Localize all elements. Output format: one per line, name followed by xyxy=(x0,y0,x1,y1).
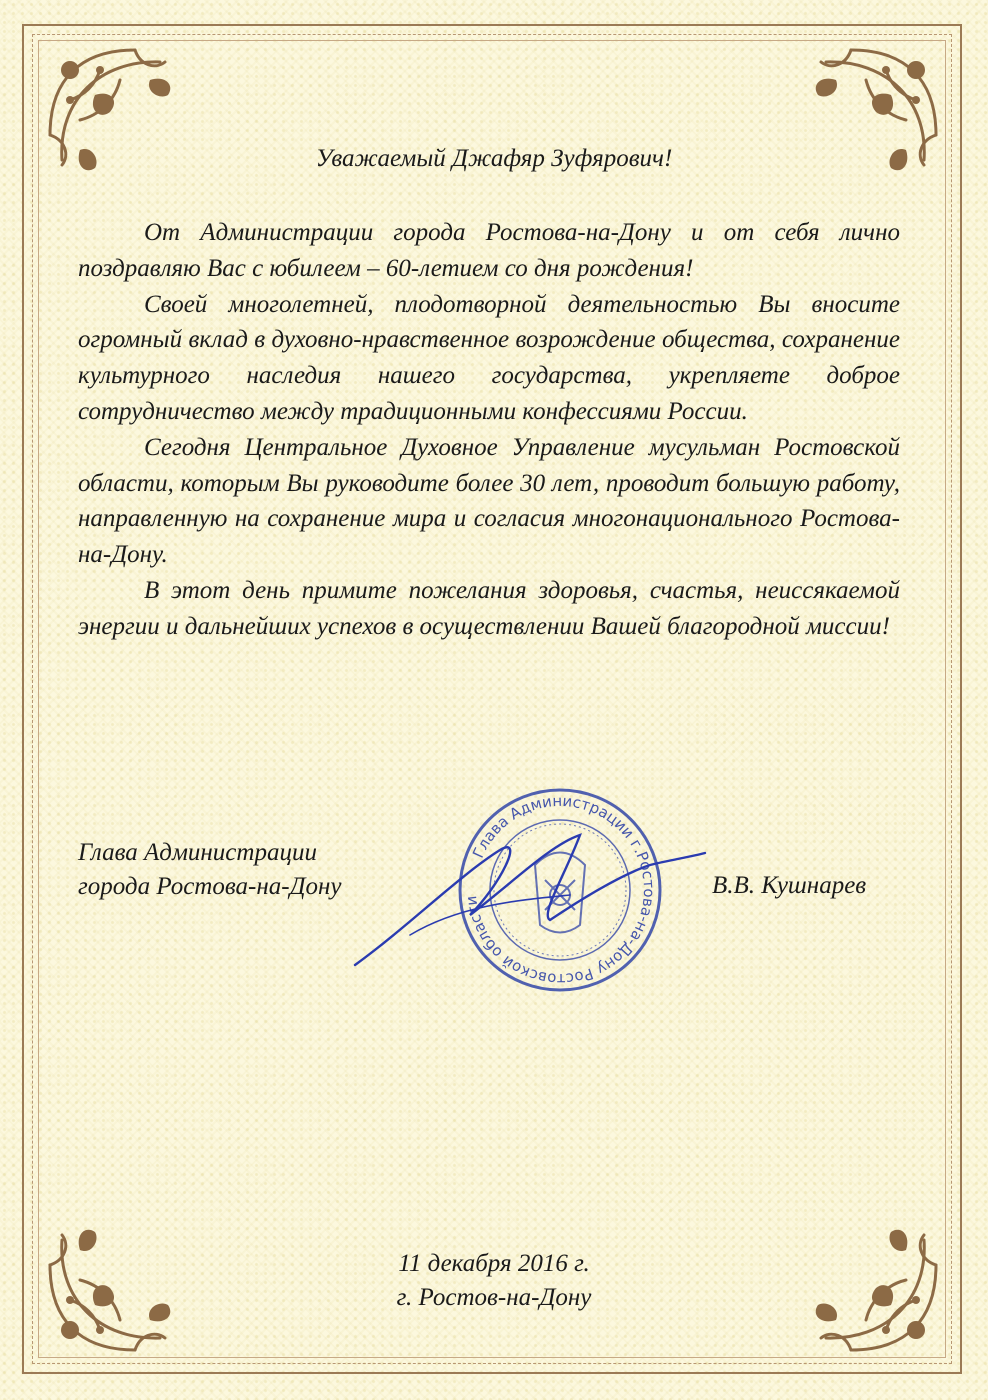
position-line: города Ростова-на-Дону xyxy=(78,873,342,900)
paragraph: От Администрации города Ростова-на-Дону и от себя лично поздравляю Вас с юбилеем – 60-летием со дня рождения! xyxy=(78,219,900,282)
signature-icon xyxy=(350,805,710,975)
paragraph: В этот день примите пожелания здоровья, счастья, неиссякаемой энергии и дальнейших успехов в осуществлении Вашей благородной миссии! xyxy=(78,576,900,640)
stamp-text: Глава Администрации г.Ростова-на-Дону Ростовской области xyxy=(462,791,659,989)
place: г. Ростов-на-Дону xyxy=(396,1284,592,1311)
date: 11 декабря 2016 г. xyxy=(398,1250,590,1277)
letter-body xyxy=(78,215,900,645)
greeting: Уважаемый Джафяр Зуфярович! xyxy=(315,145,673,172)
footer xyxy=(0,1247,988,1315)
signatory-name: В.В. Кушнарев xyxy=(712,872,867,899)
signatory-position xyxy=(78,836,341,904)
paragraph: Своей многолетней, плодотворной деятельностью Вы вносите огромный вклад в духовно-нравственное возрождение общества, сохранение культурного наследия нашего государства, укрепляете доброе сотрудничество между традиционными конфессиями России. xyxy=(78,290,900,425)
position-line: Глава Администрации xyxy=(78,839,317,866)
paragraph: Сегодня Центральное Духовное Управление мусульман Ростовской области, которым Вы руководите более 30 лет, проводит большую работу, направленную на сохранение мира и согласия многонационального Ростова-на-Дону. xyxy=(78,433,900,569)
